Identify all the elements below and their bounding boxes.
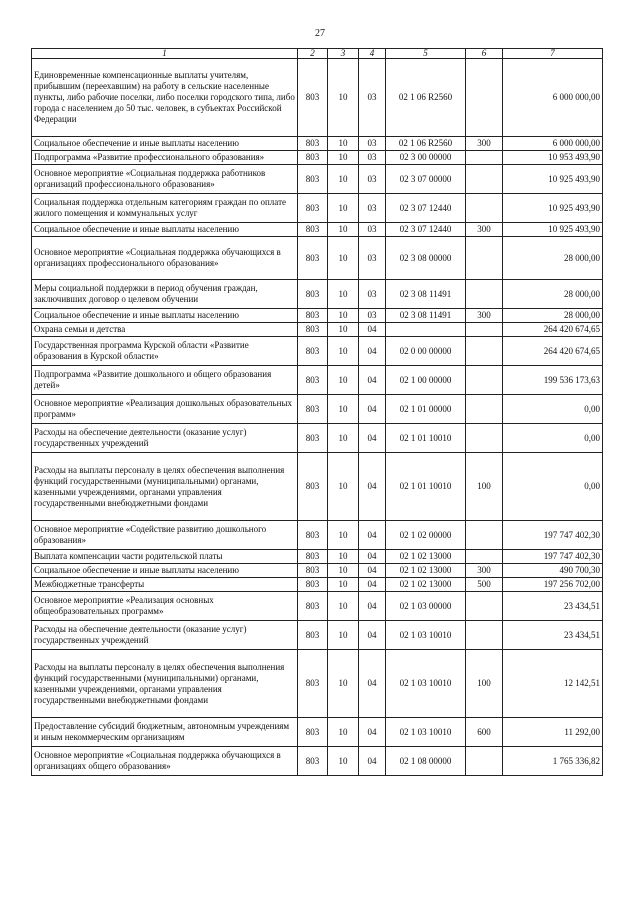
section-cell: 10 [328,747,359,776]
row-name-cell: Расходы на выплаты персоналу в целях обеспечения выполнения функций государственными (муниципальными) органами, казенными учреждениями, органами управления государственными внебюджетными фондами [32,650,298,718]
subsection-cell: 03 [359,137,386,151]
expense-type-cell [466,323,503,337]
amount-cell: 28 000,00 [503,237,603,280]
target-article-cell: 02 1 01 10010 [386,424,466,453]
amount-cell: 23 434,51 [503,592,603,621]
amount-cell: 11 292,00 [503,718,603,747]
subsection-cell: 03 [359,151,386,165]
header-cell: 1 [32,49,298,59]
section-cell: 10 [328,366,359,395]
subsection-cell: 04 [359,621,386,650]
amount-cell: 490 700,30 [503,564,603,578]
expense-type-cell [466,424,503,453]
expense-type-cell: 300 [466,564,503,578]
amount-cell: 0,00 [503,453,603,521]
target-article-cell: 02 1 00 00000 [386,366,466,395]
subsection-cell: 04 [359,424,386,453]
page-number: 27 [315,28,325,39]
table-row [32,718,603,747]
amount-cell: 12 142,51 [503,650,603,718]
section-cell: 10 [328,165,359,194]
row-name-cell: Подпрограмма «Развитие дошкольного и общего образования детей» [32,366,298,395]
table-row [32,424,603,453]
section-cell: 10 [328,151,359,165]
subsection-cell: 03 [359,309,386,323]
subsection-cell: 04 [359,650,386,718]
target-article-cell: 02 3 07 00000 [386,165,466,194]
table-row [32,550,603,564]
target-article-cell: 02 1 08 00000 [386,747,466,776]
amount-cell: 264 420 674,65 [503,323,603,337]
amount-cell: 6 000 000,00 [503,137,603,151]
grbs-cell: 803 [298,366,328,395]
row-name-cell: Основное мероприятие «Содействие развитию дошкольного образования» [32,521,298,550]
table-row [32,621,603,650]
section-cell: 10 [328,453,359,521]
grbs-cell: 803 [298,237,328,280]
grbs-cell: 803 [298,550,328,564]
target-article-cell: 02 3 08 11491 [386,309,466,323]
table-row [32,309,603,323]
header-cell: 6 [466,49,503,59]
expense-type-cell [466,550,503,564]
section-cell: 10 [328,592,359,621]
grbs-cell: 803 [298,309,328,323]
row-name-cell: Основное мероприятие «Реализация дошкольных образовательных программ» [32,395,298,424]
table-row [32,747,603,776]
amount-cell: 1 765 336,82 [503,747,603,776]
row-name-cell: Расходы на обеспечение деятельности (оказание услуг) государственных учреждений [32,621,298,650]
section-cell: 10 [328,424,359,453]
row-name-cell: Выплата компенсации части родительской платы [32,550,298,564]
amount-cell: 10 953 493,90 [503,151,603,165]
table-row [32,280,603,309]
table-row [32,366,603,395]
target-article-cell: 02 1 03 10010 [386,718,466,747]
amount-cell: 264 420 674,65 [503,337,603,366]
table-row [32,151,603,165]
header-cell: 2 [298,49,328,59]
table-row [32,578,603,592]
grbs-cell: 803 [298,151,328,165]
expense-type-cell [466,237,503,280]
row-name-cell: Социальная поддержка отдельным категориям граждан по оплате жилого помещения и коммунальных услуг [32,194,298,223]
row-name-cell: Социальное обеспечение и иные выплаты населению [32,564,298,578]
expense-type-cell [466,165,503,194]
expense-type-cell: 300 [466,137,503,151]
target-article-cell: 02 1 06 R2560 [386,137,466,151]
subsection-cell: 04 [359,323,386,337]
section-cell: 10 [328,137,359,151]
section-cell: 10 [328,237,359,280]
subsection-cell: 04 [359,550,386,564]
subsection-cell: 04 [359,366,386,395]
table-row [32,453,603,521]
section-cell: 10 [328,59,359,137]
expense-type-cell [466,280,503,309]
expense-type-cell [466,592,503,621]
row-name-cell: Единовременные компенсационные выплаты учителям, прибывшим (переехавшим) на работу в сельские населенные пункты, либо рабочие поселки, либо поселки городского типа, либо города с населением до 50 тыс. человек, в субъектах Российской Федерации [32,59,298,137]
target-article-cell: 02 3 07 12440 [386,194,466,223]
grbs-cell: 803 [298,592,328,621]
amount-cell: 199 536 173,63 [503,366,603,395]
grbs-cell: 803 [298,165,328,194]
expense-type-cell [466,621,503,650]
grbs-cell: 803 [298,137,328,151]
target-article-cell [386,323,466,337]
row-name-cell: Основное мероприятие «Социальная поддержка обучающихся в организациях общего образования» [32,747,298,776]
row-name-cell: Основное мероприятие «Социальная поддержка обучающихся в организациях профессионального образования» [32,237,298,280]
grbs-cell: 803 [298,59,328,137]
subsection-cell: 04 [359,395,386,424]
target-article-cell: 02 3 07 12440 [386,223,466,237]
row-name-cell: Социальное обеспечение и иные выплаты населению [32,223,298,237]
table-row [32,194,603,223]
row-name-cell: Социальное обеспечение и иные выплаты населению [32,137,298,151]
header-cell: 5 [386,49,466,59]
target-article-cell: 02 3 08 11491 [386,280,466,309]
amount-cell: 0,00 [503,424,603,453]
section-cell: 10 [328,194,359,223]
expense-type-cell: 500 [466,578,503,592]
table-row [32,650,603,718]
expense-type-cell: 300 [466,309,503,323]
table-row [32,337,603,366]
row-name-cell: Государственная программа Курской области «Развитие образования в Курской области» [32,337,298,366]
target-article-cell: 02 1 03 10010 [386,621,466,650]
grbs-cell: 803 [298,323,328,337]
table-header-row [32,49,603,59]
table-row [32,59,603,137]
expense-type-cell [466,59,503,137]
row-name-cell: Охрана семьи и детства [32,323,298,337]
grbs-cell: 803 [298,453,328,521]
grbs-cell: 803 [298,395,328,424]
expense-type-cell [466,194,503,223]
subsection-cell: 04 [359,564,386,578]
expense-type-cell [466,366,503,395]
amount-cell: 23 434,51 [503,621,603,650]
table-row [32,237,603,280]
subsection-cell: 04 [359,747,386,776]
section-cell: 10 [328,650,359,718]
header-cell: 4 [359,49,386,59]
subsection-cell: 03 [359,280,386,309]
section-cell: 10 [328,578,359,592]
subsection-cell: 04 [359,453,386,521]
amount-cell: 0,00 [503,395,603,424]
section-cell: 10 [328,564,359,578]
row-name-cell: Основное мероприятие «Социальная поддержка работников организаций профессионального образования» [32,165,298,194]
expense-type-cell: 100 [466,453,503,521]
grbs-cell: 803 [298,718,328,747]
amount-cell: 6 000 000,00 [503,59,603,137]
section-cell: 10 [328,395,359,424]
expense-type-cell [466,337,503,366]
expense-type-cell [466,395,503,424]
section-cell: 10 [328,223,359,237]
section-cell: 10 [328,309,359,323]
section-cell: 10 [328,521,359,550]
target-article-cell: 02 1 02 13000 [386,550,466,564]
amount-cell: 197 747 402,30 [503,550,603,564]
budget-table [31,48,603,776]
subsection-cell: 03 [359,194,386,223]
subsection-cell: 04 [359,718,386,747]
grbs-cell: 803 [298,621,328,650]
target-article-cell: 02 3 00 00000 [386,151,466,165]
section-cell: 10 [328,621,359,650]
table-row [32,165,603,194]
amount-cell: 10 925 493,90 [503,194,603,223]
row-name-cell: Расходы на выплаты персоналу в целях обеспечения выполнения функций государственными (муниципальными) органами, казенными учреждениями, органами управления государственными внебюджетными фондами [32,453,298,521]
amount-cell: 28 000,00 [503,280,603,309]
target-article-cell: 02 0 00 00000 [386,337,466,366]
target-article-cell: 02 1 01 10010 [386,453,466,521]
subsection-cell: 04 [359,592,386,621]
row-name-cell: Меры социальной поддержки в период обучения граждан, заключивших договор о целевом обучении [32,280,298,309]
table-row [32,323,603,337]
target-article-cell: 02 1 01 00000 [386,395,466,424]
subsection-cell: 03 [359,59,386,137]
target-article-cell: 02 1 02 13000 [386,578,466,592]
section-cell: 10 [328,337,359,366]
grbs-cell: 803 [298,564,328,578]
target-article-cell: 02 1 03 00000 [386,592,466,621]
row-name-cell: Основное мероприятие «Реализация основных общеобразовательных программ» [32,592,298,621]
expense-type-cell: 600 [466,718,503,747]
grbs-cell: 803 [298,747,328,776]
amount-cell: 197 256 702,00 [503,578,603,592]
expense-type-cell: 100 [466,650,503,718]
subsection-cell: 03 [359,223,386,237]
target-article-cell: 02 1 06 R2560 [386,59,466,137]
grbs-cell: 803 [298,521,328,550]
grbs-cell: 803 [298,337,328,366]
header-cell: 7 [503,49,603,59]
expense-type-cell: 300 [466,223,503,237]
row-name-cell: Подпрограмма «Развитие профессионального образования» [32,151,298,165]
amount-cell: 10 925 493,90 [503,223,603,237]
expense-type-cell [466,747,503,776]
header-cell: 3 [328,49,359,59]
grbs-cell: 803 [298,578,328,592]
section-cell: 10 [328,718,359,747]
section-cell: 10 [328,323,359,337]
subsection-cell: 04 [359,578,386,592]
amount-cell: 197 747 402,30 [503,521,603,550]
section-cell: 10 [328,280,359,309]
expense-type-cell [466,521,503,550]
subsection-cell: 04 [359,337,386,366]
subsection-cell: 04 [359,521,386,550]
grbs-cell: 803 [298,223,328,237]
table-row [32,223,603,237]
table-row [32,521,603,550]
row-name-cell: Предоставление субсидий бюджетным, автономным учреждениям и иным некоммерческим организациям [32,718,298,747]
table-row [32,137,603,151]
subsection-cell: 03 [359,237,386,280]
target-article-cell: 02 1 02 13000 [386,564,466,578]
target-article-cell: 02 1 03 10010 [386,650,466,718]
section-cell: 10 [328,550,359,564]
grbs-cell: 803 [298,650,328,718]
row-name-cell: Социальное обеспечение и иные выплаты населению [32,309,298,323]
amount-cell: 28 000,00 [503,309,603,323]
row-name-cell: Межбюджетные трансферты [32,578,298,592]
table-row [32,564,603,578]
grbs-cell: 803 [298,424,328,453]
grbs-cell: 803 [298,280,328,309]
target-article-cell: 02 1 02 00000 [386,521,466,550]
row-name-cell: Расходы на обеспечение деятельности (оказание услуг) государственных учреждений [32,424,298,453]
table-row [32,592,603,621]
amount-cell: 10 925 493,90 [503,165,603,194]
subsection-cell: 03 [359,165,386,194]
table-row [32,395,603,424]
target-article-cell: 02 3 08 00000 [386,237,466,280]
grbs-cell: 803 [298,194,328,223]
expense-type-cell [466,151,503,165]
